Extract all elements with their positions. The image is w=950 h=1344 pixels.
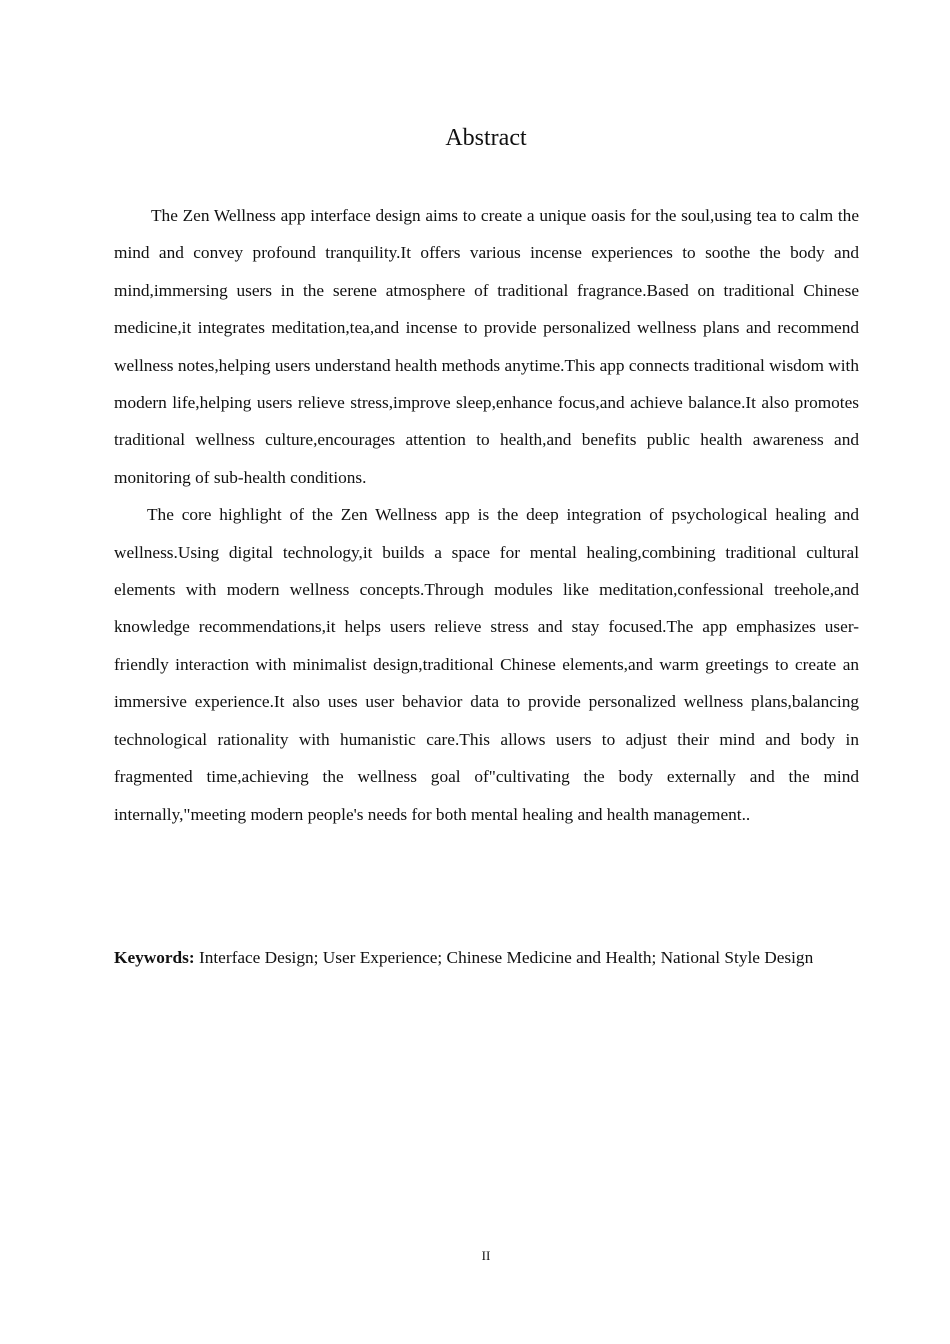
keywords-line [114, 939, 859, 976]
abstract-title: Abstract [445, 125, 527, 151]
keywords-label: Keywords: [114, 948, 195, 967]
abstract-body [114, 197, 859, 833]
page-number: II [481, 1248, 491, 1263]
abstract-paragraph-2: The core highlight of the Zen Wellness app is the deep integration of psychological healing and wellness.Using digital technology,it builds a space for mental healing,combining traditional cultural elements with modern wellness concepts.Through modules like meditation,confessional treehole,and knowledge recommendations,it helps users relieve stress and stay focused.The app emphasizes user-friendly interaction with minimalist design,traditional Chinese elements,and warm greetings to create an immersive experience.It also uses user behavior data to provide personalized wellness plans,balancing technological rationality with humanistic care.This allows users to adjust their mind and body in fragmented time,achieving the wellness goal of"cultivating the body externally and the mind internally,"meeting modern people's needs for both mental healing and health management.. [114, 505, 859, 824]
keywords-text: Interface Design; User Experience; Chinese Medicine and Health; National Style Design [198, 948, 814, 967]
abstract-paragraph-1: The Zen Wellness app interface design aims to create a unique oasis for the soul,using tea to calm the mind and convey profound tranquility.It offers various incense experiences to soothe the body and mind,immersing users in the serene atmosphere of traditional fragrance.Based on traditional Chinese medicine,it integrates meditation,tea,and incense to provide personalized wellness plans and recommend wellness notes,helping users understand health methods anytime.This app connects traditional wisdom with modern life,helping users relieve stress,improve sleep,enhance focus,and achieve balance.It also promotes traditional wellness culture,encourages attention to health,and benefits public health awareness and monitoring of sub-health conditions. [114, 206, 859, 487]
